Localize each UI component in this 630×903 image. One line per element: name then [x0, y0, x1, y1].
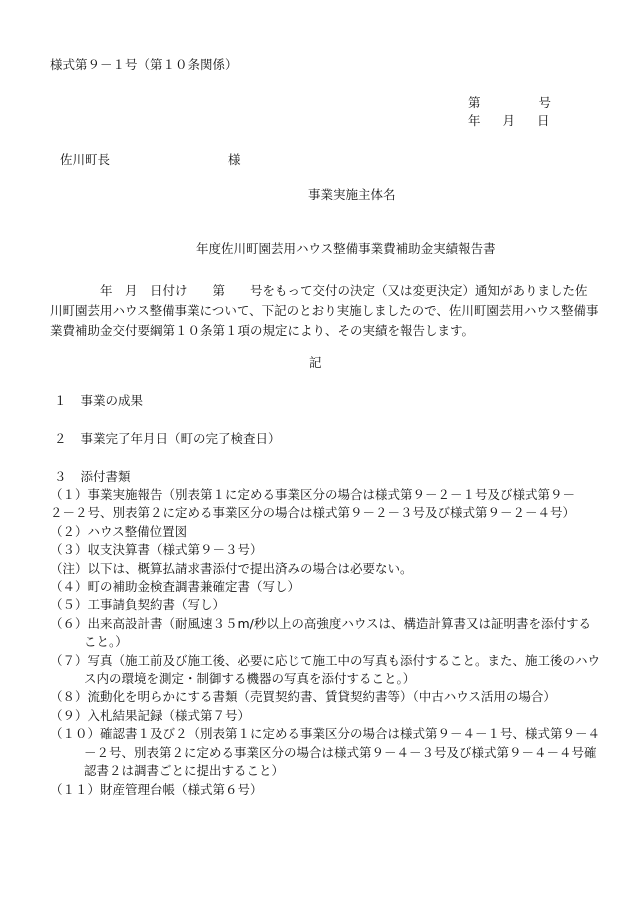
addressee-honorific: 様: [228, 152, 241, 167]
attachment-line-continuation: －２号、別表第２に定める事業区分の場合は様式第９－４－３号及び様式第９－４－４号確: [84, 744, 597, 760]
attachment-line: （９）入札結果記録（様式第７号）: [50, 707, 251, 723]
attachment-line: （８）流動化を明らかにする書類（売買契約書、賃貸契約書等）（中古ハウス活用の場合）: [50, 689, 556, 705]
section-text: 事業完了年月日（町の完了検査日）: [80, 431, 281, 446]
addressee-name: 佐川町長: [60, 152, 111, 167]
attachment-item: [50, 615, 595, 652]
attachment-item: [50, 725, 601, 780]
attachment-line-continuation: 認書２は調書ごとに提出すること）: [84, 763, 285, 779]
date-year: 年: [468, 113, 481, 128]
attachment-line: （２）ハウス整備位置図: [50, 523, 188, 539]
form-number: 様式第９－１号（第１０条関係）: [50, 57, 238, 72]
section-results: [54, 393, 143, 408]
document-number-line: [468, 95, 551, 110]
attachment-line: （１）事業実施報告（別表第１に定める事業区分の場合は様式第９－２－１号及び様式第９－: [50, 487, 576, 502]
ki-heading: 記: [309, 355, 322, 370]
intro-line: 川町園芸用ハウス整備事業について、下記のとおり実施しましたので、佐川町園芸用ハウス整備事: [50, 303, 599, 318]
attachment-item: [50, 707, 595, 725]
attachment-line: （１１）財産管理台帳（様式第６号）: [50, 781, 263, 797]
section-number: １: [54, 393, 67, 408]
section-text: 添付書類: [80, 469, 131, 484]
intro-line: 業費補助金交付要綱第１０条第１項の規定により、その実績を報告します。: [50, 323, 475, 338]
applicant-label: 事業実施主体名: [308, 187, 396, 202]
attachment-line-continuation: ス内の環境を測定・制御する機器の写真を添付すること。）: [84, 671, 416, 687]
attachment-item: [50, 578, 595, 596]
attachment-list: [50, 486, 601, 799]
date-month: 月: [502, 113, 516, 128]
attachment-line-continuation: ２－２号、別表第２に定める事業区分の場合は様式第９－２－３号及び様式第９－２－４号）: [50, 505, 576, 521]
attachment-line: （４）町の補助金検査調書兼確定書（写し）: [50, 579, 301, 595]
attachment-line: （６）出来高設計書（耐風速３５m/秒以上の高強度ハウスは、構造計算書又は証明書を添付する: [50, 615, 592, 631]
attachment-item: [50, 560, 595, 578]
attachment-line: （７）写真（施工前及び施工後、必要に応じて施工中の写真も添付すること。また、施工後のハウ: [50, 652, 601, 668]
section-text: 事業の成果: [80, 393, 144, 408]
attachment-line: （注）以下は、概算払請求書添付で提出済みの場合は必要ない。: [50, 560, 413, 576]
attachment-line: （３）収支決算書（様式第９－３号）: [50, 542, 263, 558]
attachment-item: [50, 652, 601, 689]
report-title: 年度佐川町園芸用ハウス整備事業費補助金実績報告書: [196, 241, 496, 256]
intro-line: 年 月 日付け 第 号をもって交付の決定（又は変更決定）通知がありました佐: [50, 283, 588, 298]
section-completion-date: [54, 431, 281, 446]
intro-paragraph: [50, 281, 599, 341]
date-day: 日: [537, 113, 550, 128]
attachment-line: （５）工事請負契約書（写し）: [50, 597, 226, 613]
attachment-item: [50, 523, 595, 541]
attachment-item: [50, 781, 595, 799]
section-number: ３: [54, 469, 67, 484]
attachment-line: （１０）確認書１及び２（別表第１に定める事業区分の場合は様式第９－４－１号、様式第９－４: [50, 726, 601, 742]
addressee: [60, 152, 241, 167]
attachment-item: [50, 596, 595, 614]
document-date-line: [468, 113, 550, 128]
attachment-item: [50, 486, 595, 523]
section-number: ２: [54, 431, 67, 446]
number-prefix: 第: [468, 95, 481, 110]
attachment-line-continuation: こと。）: [84, 634, 128, 650]
section-attachments: [54, 469, 131, 484]
attachment-item: [50, 688, 595, 706]
attachment-item: [50, 541, 595, 559]
number-suffix: 号: [538, 95, 552, 110]
